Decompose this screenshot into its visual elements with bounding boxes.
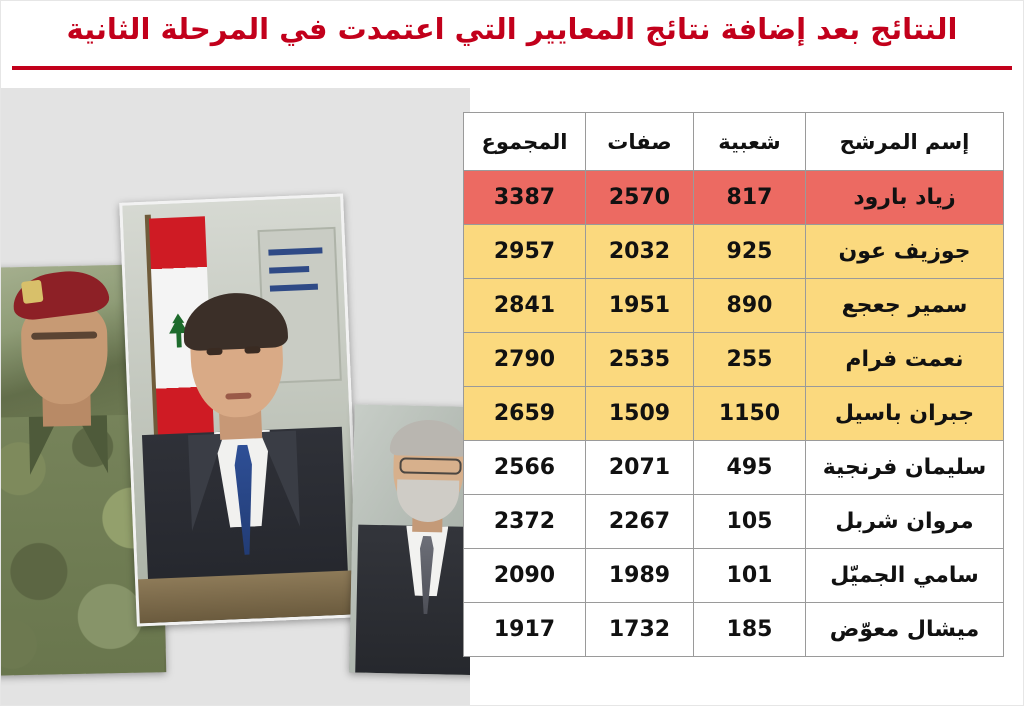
header-banner xyxy=(0,0,1024,72)
cell-popularity: 495 xyxy=(694,441,806,495)
column-header-traits: صفات xyxy=(586,113,694,171)
cell-traits: 2535 xyxy=(586,333,694,387)
cell-total: 1917 xyxy=(464,603,586,657)
cell-popularity: 925 xyxy=(694,225,806,279)
table-row xyxy=(464,441,1004,495)
cell-popularity: 817 xyxy=(694,171,806,225)
table-row xyxy=(464,279,1004,333)
cell-traits: 1509 xyxy=(586,387,694,441)
table-row xyxy=(464,333,1004,387)
cell-candidate-name: زياد بارود xyxy=(806,171,1004,225)
board-text-line xyxy=(270,284,318,292)
cell-popularity: 890 xyxy=(694,279,806,333)
cell-total: 2841 xyxy=(464,279,586,333)
cell-traits: 2570 xyxy=(586,171,694,225)
cell-traits: 1732 xyxy=(586,603,694,657)
cell-total: 2566 xyxy=(464,441,586,495)
photo-older-bearded-man xyxy=(349,404,470,675)
photo-man-suit-blue-tie xyxy=(119,193,361,626)
column-header-total: المجموع xyxy=(464,113,586,171)
column-header-candidate-name: إسم المرشح xyxy=(806,113,1004,171)
cell-popularity: 105 xyxy=(694,495,806,549)
cell-candidate-name: سليمان فرنجية xyxy=(806,441,1004,495)
lapel-left xyxy=(188,434,228,531)
table-row xyxy=(464,225,1004,279)
table-row xyxy=(464,171,1004,225)
results-table-container xyxy=(464,112,1004,657)
table-header-row xyxy=(464,113,1004,171)
cell-traits: 2032 xyxy=(586,225,694,279)
cell-candidate-name: نعمت فرام xyxy=(806,333,1004,387)
cell-traits: 1989 xyxy=(586,549,694,603)
page-title: النتائج بعد إضافة نتائج المعايير التي اعتمدت في المرحلة الثانية xyxy=(66,12,958,46)
cell-traits: 1951 xyxy=(586,279,694,333)
cell-candidate-name: مروان شربل xyxy=(806,495,1004,549)
cell-candidate-name: جبران باسيل xyxy=(806,387,1004,441)
table-row xyxy=(464,549,1004,603)
column-header-popularity: شعبية xyxy=(694,113,806,171)
results-table xyxy=(463,112,1004,657)
table-row xyxy=(464,495,1004,549)
eye-right xyxy=(244,346,260,354)
cell-candidate-name: جوزيف عون xyxy=(806,225,1004,279)
cell-traits: 2267 xyxy=(586,495,694,549)
eyebrows xyxy=(31,331,97,339)
cell-total: 2790 xyxy=(464,333,586,387)
cell-total: 3387 xyxy=(464,171,586,225)
cell-popularity: 1150 xyxy=(694,387,806,441)
podium xyxy=(138,570,358,623)
glasses-icon xyxy=(399,457,461,474)
cell-total: 2957 xyxy=(464,225,586,279)
eye-left xyxy=(206,348,222,356)
cell-total: 2659 xyxy=(464,387,586,441)
mouth xyxy=(225,393,251,400)
board-text-line xyxy=(269,266,309,274)
table-row xyxy=(464,603,1004,657)
cell-total: 2372 xyxy=(464,495,586,549)
photo-collage xyxy=(0,88,470,706)
cell-popularity: 255 xyxy=(694,333,806,387)
board-text-line xyxy=(268,247,322,255)
cell-total: 2090 xyxy=(464,549,586,603)
cell-candidate-name: سامي الجميّل xyxy=(806,549,1004,603)
table-row xyxy=(464,387,1004,441)
cell-popularity: 101 xyxy=(694,549,806,603)
cell-candidate-name: ميشال معوّض xyxy=(806,603,1004,657)
beret-badge-icon xyxy=(21,280,44,304)
lapel-right xyxy=(260,431,300,528)
header-divider xyxy=(12,66,1012,70)
cell-traits: 2071 xyxy=(586,441,694,495)
cell-popularity: 185 xyxy=(694,603,806,657)
cell-candidate-name: سمير جعجع xyxy=(806,279,1004,333)
